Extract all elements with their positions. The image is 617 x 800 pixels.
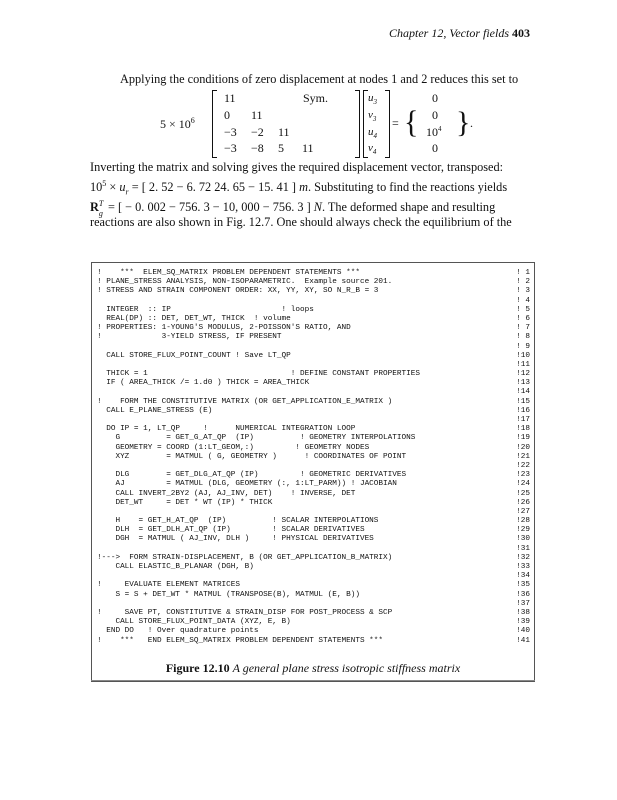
intro-text: Applying the conditions of zero displacement at nodes 1 and 2 reduces this set to <box>120 72 519 86</box>
line-number: !33 <box>516 563 530 571</box>
unknown-entry <box>368 126 377 140</box>
line-number: !29 <box>516 526 530 535</box>
line-number: ! 8 <box>516 333 530 342</box>
rhs-entry <box>432 91 438 106</box>
code-line <box>97 554 530 563</box>
rhs-value: 0 <box>432 141 438 155</box>
paragraph-line-2 <box>90 176 530 200</box>
p3-unit: N <box>313 199 322 214</box>
code-text: ! SAVE PT, CONSTITUTIVE & STRAIN_DISP FOR POST_PROCESS & SCP <box>97 608 393 617</box>
code-line <box>97 618 530 627</box>
code-line <box>97 480 530 489</box>
line-number: !35 <box>516 581 530 590</box>
code-text: END DO ! Over quadrature points <box>97 627 259 636</box>
line-number: ! 9 <box>516 342 530 351</box>
code-line <box>97 581 530 590</box>
matrix-cell: −3 <box>224 141 237 155</box>
unknown-symbol: v <box>368 142 373 154</box>
code-line <box>97 572 530 581</box>
code-text: XYZ = MATMUL ( G, GEOMETRY ) ! COORDINATES OF POINT <box>97 452 407 461</box>
figure-bottom-rule <box>91 680 535 681</box>
line-number: !25 <box>516 489 530 498</box>
code-text: CALL STORE_FLUX_POINT_COUNT ! Save LT_QP <box>97 351 291 360</box>
code-text: ! *** END ELEM_SQ_MATRIX PROBLEM DEPENDENT STATEMENTS *** <box>97 636 384 645</box>
code-line <box>97 609 530 618</box>
code-text: ! PLANE_STRESS ANALYSIS, NON-ISOPARAMETRIC. Example source 201. <box>97 278 393 287</box>
line-number: !12 <box>516 370 530 379</box>
matrix-equation <box>160 88 490 158</box>
line-number: !37 <box>516 599 530 608</box>
rhs-entry <box>426 125 442 140</box>
p2-exp: 5 <box>102 178 107 188</box>
matrix-cell: 11 <box>224 91 236 105</box>
paragraph-line-3 <box>90 200 530 216</box>
line-number: ! 2 <box>516 278 530 287</box>
p2-sub: r <box>125 187 129 197</box>
code-line <box>97 517 530 526</box>
unknown-symbol: u <box>368 126 374 138</box>
unknown-entry <box>368 92 377 106</box>
line-number: !21 <box>516 452 530 461</box>
unknown-subscript: 3 <box>373 98 377 107</box>
code-text: ! STRESS AND STRAIN COMPONENT ORDER: XX, YY, XY, SO N_R_B = 3 <box>97 287 379 296</box>
rhs-right-brace: } <box>456 106 471 139</box>
p3-var: R <box>90 199 99 214</box>
scale-text: 5 × 10 <box>160 117 191 131</box>
code-line <box>97 545 530 554</box>
matrix-cell: −2 <box>251 125 264 139</box>
p3-sub: g <box>98 208 103 218</box>
code-text: IF ( AREA_THICK /= 1.d0 ) THICK = AREA_THICK <box>97 379 310 388</box>
code-line <box>97 434 530 443</box>
code-line <box>97 333 530 342</box>
code-line <box>97 269 530 278</box>
line-number: !20 <box>516 443 530 452</box>
line-number: !24 <box>516 480 530 489</box>
line-number: !23 <box>516 471 530 480</box>
code-line <box>97 398 530 407</box>
line-number: !32 <box>516 553 530 562</box>
code-line <box>97 508 530 517</box>
code-line <box>97 444 530 453</box>
solution-paragraph <box>90 160 530 231</box>
code-line <box>97 416 530 425</box>
line-number: !15 <box>516 397 530 406</box>
line-number: !13 <box>516 379 530 388</box>
line-number: !34 <box>516 572 530 581</box>
rhs-value: 0 <box>432 91 438 105</box>
line-number: !19 <box>516 434 530 443</box>
code-text: THICK = 1 ! DEFINE CONSTANT PROPERTIES <box>97 370 420 379</box>
matrix-cell: 0 <box>224 108 230 122</box>
code-text: REAL(DP) :: DET, DET_WT, THICK ! volume <box>97 314 291 323</box>
p3-sup: T <box>98 198 104 208</box>
code-line <box>97 471 530 480</box>
line-number: !22 <box>516 461 530 470</box>
unknown-subscript: 3 <box>372 115 377 124</box>
code-line <box>97 324 530 333</box>
line-number: !11 <box>516 360 530 369</box>
line-number: !27 <box>516 507 530 516</box>
line-number: ! 7 <box>516 324 530 333</box>
code-line <box>97 462 530 471</box>
code-text: DGH = MATMUL ( AJ_INV, DLH ) ! PHYSICAL DERIVATIVES <box>97 535 374 544</box>
code-lines <box>97 269 530 646</box>
code-line <box>97 490 530 499</box>
matrix-cell: 11 <box>302 141 314 155</box>
line-number: !10 <box>516 351 530 360</box>
code-text: ! EVALUATE ELEMENT MATRICES <box>97 581 241 590</box>
matrix-cell: −3 <box>224 125 237 139</box>
paragraph-line-4: reactions are also shown in Fig. 12.7. One should always check the equilibrium of the <box>90 215 512 230</box>
line-number: !18 <box>516 425 530 434</box>
matrix-cell: −8 <box>251 141 264 155</box>
code-line <box>97 361 530 370</box>
line-number: ! 1 <box>516 269 530 277</box>
code-line <box>97 499 530 508</box>
paragraph-line-1: Inverting the matrix and solving gives the required displacement vector, transposed: <box>90 160 504 174</box>
matrix-right-bracket <box>355 90 360 158</box>
code-text: ! *** ELEM_SQ_MATRIX PROBLEM DEPENDENT STATEMENTS *** <box>97 269 360 277</box>
code-text: DET_WT = DET * WT (IP) * THICK <box>97 498 273 507</box>
code-text: GEOMETRY = COORD (1:LT_GEOM,:) ! GEOMETRY NODES <box>97 443 370 452</box>
p2-c: = [ 2. 52 − 6. 72 24. 65 − 15. 41 ] <box>128 179 300 194</box>
line-number: !31 <box>516 544 530 553</box>
code-line <box>97 297 530 306</box>
code-listing <box>91 262 535 682</box>
line-number: ! 3 <box>516 287 530 296</box>
line-number: !36 <box>516 590 530 599</box>
p2-a: 10 <box>90 179 103 194</box>
rhs-left-brace: { <box>404 105 419 140</box>
line-number: ! 4 <box>516 296 530 305</box>
code-line <box>97 315 530 324</box>
code-text: INTEGER :: IP ! loops <box>97 305 314 314</box>
code-text: H = GET_H_AT_QP (IP) ! SCALAR INTERPOLATIONS <box>97 517 379 526</box>
p2-b: × <box>106 179 120 194</box>
code-line <box>97 526 530 535</box>
line-number: !39 <box>516 618 530 627</box>
code-line <box>97 591 530 600</box>
code-line <box>97 627 530 636</box>
code-line <box>97 343 530 352</box>
code-text: DLH = GET_DLH_AT_QP (IP) ! SCALAR DERIVATIVES <box>97 526 365 535</box>
code-text: S = S + DET_WT * MATMUL (TRANSPOSE(B), MATMUL (E, B)) <box>97 590 360 599</box>
rhs-exponent: 4 <box>438 125 442 133</box>
scale-factor <box>160 116 195 132</box>
rhs-value: 10 <box>426 125 438 139</box>
code-text: DLG = GET_DLG_AT_QP (IP) ! GEOMETRIC DERIVATIVES <box>97 471 407 480</box>
unknown-symbol: u <box>368 92 374 104</box>
line-number: !38 <box>516 608 530 617</box>
chapter-title: Chapter 12, Vector fields <box>389 26 509 40</box>
code-text: DO IP = 1, LT_QP ! NUMERICAL INTEGRATION LOOP <box>97 425 356 434</box>
matrix-left-bracket <box>212 90 217 158</box>
line-number: !14 <box>516 388 530 397</box>
code-text: CALL E_PLANE_STRESS (E) <box>97 406 213 415</box>
code-text: CALL ELASTIC_B_PLANAR (DGH, B) <box>97 563 254 571</box>
figure-caption-text: A general plane stress isotropic stiffness matrix <box>232 661 461 675</box>
rhs-value: 0 <box>432 108 438 122</box>
code-line <box>97 352 530 361</box>
equation-period: . <box>470 116 473 130</box>
code-line <box>97 453 530 462</box>
line-number: !40 <box>516 627 530 636</box>
unknowns-right-bracket <box>385 90 390 158</box>
code-text: CALL STORE_FLUX_POINT_DATA (XYZ, E, B) <box>97 618 291 627</box>
code-text: ! 3-YIELD STRESS, IF PRESENT <box>97 333 282 342</box>
code-line <box>97 388 530 397</box>
line-number: !16 <box>516 406 530 415</box>
figure-caption <box>91 661 535 676</box>
code-text: G = GET_G_AT_QP (IP) ! GEOMETRY INTERPOLATIONS <box>97 434 416 443</box>
code-line <box>97 600 530 609</box>
code-text: ! FORM THE CONSTITUTIVE MATRIX (OR GET_APPLICATION_E_MATRIX ) <box>97 397 393 406</box>
line-number: !28 <box>516 517 530 526</box>
unknown-entry <box>368 142 376 156</box>
figure-label: Figure 12.10 <box>165 661 230 675</box>
line-number: ! 6 <box>516 314 530 323</box>
code-line <box>97 278 530 287</box>
code-text: ! PROPERTIES: 1-YOUNG'S MODULUS, 2-POISSON'S RATIO, AND <box>97 324 351 333</box>
p3-a: = [ − 0. 002 − 756. 3 − 10, 000 − 756. 3 ] <box>104 199 314 214</box>
rhs-entry <box>432 108 438 123</box>
p2-unit: m <box>299 179 308 194</box>
code-text: AJ = MATMUL (DLG, GEOMETRY (:, 1:LT_PARM)) ! JACOBIAN <box>97 480 397 489</box>
code-line <box>97 379 530 388</box>
code-text: CALL INVERT_2BY2 (AJ, AJ_INV, DET) ! INVERSE, DET <box>97 489 356 498</box>
code-text: !---> FORM STRAIN-DISPLACEMENT, B (OR GET_APPLICATION_B_MATRIX) <box>97 553 393 562</box>
unknown-symbol: v <box>368 109 373 121</box>
p3-b: . The deformed shape and resulting <box>321 199 496 214</box>
line-number: !41 <box>516 636 530 645</box>
code-line <box>97 287 530 296</box>
code-line <box>97 535 530 544</box>
equals-sign: = <box>392 116 399 130</box>
line-number: !26 <box>516 498 530 507</box>
matrix-cell: 5 <box>278 141 284 155</box>
scale-exponent: 6 <box>190 116 195 125</box>
matrix-cell: 11 <box>251 108 263 122</box>
code-line <box>97 637 530 646</box>
page-number: 403 <box>512 26 530 40</box>
code-line <box>97 407 530 416</box>
code-line <box>97 425 530 434</box>
line-number: ! 5 <box>516 305 530 314</box>
unknown-subscript: 4 <box>372 148 377 157</box>
unknown-subscript: 4 <box>373 132 377 141</box>
running-head <box>389 26 530 41</box>
code-line <box>97 370 530 379</box>
line-number: !30 <box>516 535 530 544</box>
unknown-entry <box>368 109 376 123</box>
line-number: !17 <box>516 416 530 424</box>
code-line <box>97 563 530 572</box>
p2-d: . Substituting to find the reactions yields <box>307 179 508 194</box>
code-line <box>97 306 530 315</box>
rhs-entry <box>432 141 438 156</box>
p2-var: u <box>119 179 126 194</box>
matrix-cell: Sym. <box>303 91 329 105</box>
matrix-cell: 11 <box>278 125 290 139</box>
